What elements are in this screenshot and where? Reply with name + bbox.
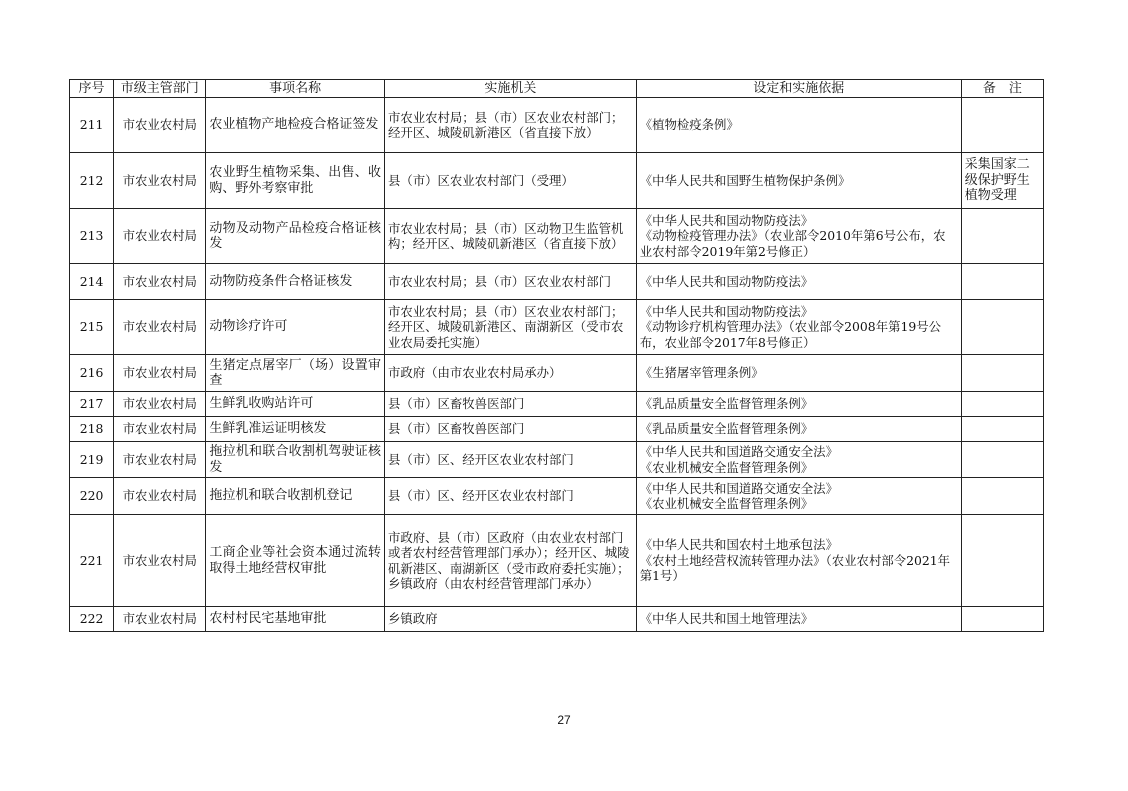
header-department: 市级主管部门 [114,80,206,98]
cell-item-name: 拖拉机和联合收割机驾驶证核发 [206,442,385,478]
table-row [70,417,1044,442]
cell-legal-basis: 《中华人民共和国动物防疫法》 《动物诊疗机构管理办法》（农业部令2008年第19号公布，农业部令2017年8号修正） [636,300,961,355]
cell-department: 市农业农村局 [114,264,206,300]
cell-implementing-authority: 县（市）区畜牧兽医部门 [384,417,636,442]
cell-item-name: 农业植物产地检疫合格证签发 [206,98,385,153]
cell-implementing-authority: 市农业农村局；县（市）区动物卫生监管机构；经开区、城陵矶新港区（省直接下放） [384,209,636,264]
cell-legal-basis: 《中华人民共和国动物防疫法》 [636,264,961,300]
cell-remarks [961,392,1043,417]
cell-serial: 211 [70,98,114,153]
cell-remarks [961,300,1043,355]
cell-department: 市农业农村局 [114,300,206,355]
cell-legal-basis: 《乳品质量安全监督管理条例》 [636,392,961,417]
table-row [70,153,1044,209]
cell-serial: 220 [70,478,114,515]
cell-legal-basis: 《生猪屠宰管理条例》 [636,355,961,392]
cell-serial: 214 [70,264,114,300]
cell-implementing-authority: 县（市）区畜牧兽医部门 [384,392,636,417]
cell-implementing-authority: 市政府、县（市）区政府（由农业农村部门或者农村经营管理部门承办）；经开区、城陵矶新港区、南湖新区（受市政府委托实施）；乡镇政府（由农村经营管理部门承办） [384,515,636,607]
cell-department: 市农业农村局 [114,515,206,607]
table-row [70,355,1044,392]
cell-serial: 221 [70,515,114,607]
cell-implementing-authority: 县（市）区、经开区农业农村部门 [384,478,636,515]
cell-legal-basis: 《乳品质量安全监督管理条例》 [636,417,961,442]
table-row [70,478,1044,515]
cell-legal-basis: 《中华人民共和国野生植物保护条例》 [636,153,961,209]
cell-remarks [961,355,1043,392]
cell-remarks [961,515,1043,607]
cell-department: 市农业农村局 [114,392,206,417]
cell-serial: 212 [70,153,114,209]
cell-item-name: 工商企业等社会资本通过流转取得土地经营权审批 [206,515,385,607]
cell-remarks [961,209,1043,264]
cell-remarks: 采集国家二级保护野生植物受理 [961,153,1043,209]
cell-item-name: 农业野生植物采集、出售、收购、野外考察审批 [206,153,385,209]
table-row [70,98,1044,153]
cell-legal-basis: 《中华人民共和国动物防疫法》 《动物检疫管理办法》（农业部令2010年第6号公布，农业农村部令2019年第2号修正） [636,209,961,264]
cell-department: 市农业农村局 [114,607,206,632]
cell-department: 市农业农村局 [114,478,206,515]
table-header-row [70,80,1044,98]
table-row [70,607,1044,632]
cell-item-name: 动物防疫条件合格证核发 [206,264,385,300]
cell-item-name: 生鲜乳准运证明核发 [206,417,385,442]
cell-legal-basis: 《中华人民共和国农村土地承包法》 《农村土地经营权流转管理办法》（农业农村部令2021年第1号） [636,515,961,607]
cell-implementing-authority: 市农业农村局；县（市）区农业农村部门 [384,264,636,300]
header-serial: 序号 [70,80,114,98]
table-row [70,209,1044,264]
cell-implementing-authority: 乡镇政府 [384,607,636,632]
table-row [70,515,1044,607]
cell-item-name: 动物及动物产品检疫合格证核发 [206,209,385,264]
cell-legal-basis: 《中华人民共和国道路交通安全法》 《农业机械安全监督管理条例》 [636,442,961,478]
cell-department: 市农业农村局 [114,153,206,209]
cell-serial: 216 [70,355,114,392]
cell-remarks [961,98,1043,153]
table-row [70,300,1044,355]
table-row [70,442,1044,478]
header-legal-basis: 设定和实施依据 [636,80,961,98]
header-remarks: 备 注 [961,80,1043,98]
cell-department: 市农业农村局 [114,355,206,392]
cell-implementing-authority: 市政府（由市农业农村局承办） [384,355,636,392]
table-row [70,264,1044,300]
cell-serial: 222 [70,607,114,632]
cell-serial: 217 [70,392,114,417]
cell-serial: 213 [70,209,114,264]
header-implementing-authority: 实施机关 [384,80,636,98]
approval-items-table [69,79,1044,632]
cell-legal-basis: 《中华人民共和国土地管理法》 [636,607,961,632]
table-row [70,392,1044,417]
cell-remarks [961,417,1043,442]
cell-item-name: 生鲜乳收购站许可 [206,392,385,417]
cell-implementing-authority: 县（市）区、经开区农业农村部门 [384,442,636,478]
cell-legal-basis: 《植物检疫条例》 [636,98,961,153]
cell-implementing-authority: 县（市）区农业农村部门（受理） [384,153,636,209]
cell-remarks [961,264,1043,300]
cell-remarks [961,607,1043,632]
cell-legal-basis: 《中华人民共和国道路交通安全法》 《农业机械安全监督管理条例》 [636,478,961,515]
cell-department: 市农业农村局 [114,209,206,264]
cell-item-name: 动物诊疗许可 [206,300,385,355]
cell-remarks [961,442,1043,478]
header-item-name: 事项名称 [206,80,385,98]
cell-implementing-authority: 市农业农村局；县（市）区农业农村部门；经开区、城陵矶新港区、南湖新区（受市农业农局委托实施） [384,300,636,355]
cell-item-name: 农村村民宅基地审批 [206,607,385,632]
cell-serial: 218 [70,417,114,442]
cell-department: 市农业农村局 [114,442,206,478]
cell-implementing-authority: 市农业农村局；县（市）区农业农村部门；经开区、城陵矶新港区（省直接下放） [384,98,636,153]
cell-item-name: 拖拉机和联合收割机登记 [206,478,385,515]
cell-department: 市农业农村局 [114,98,206,153]
cell-serial: 215 [70,300,114,355]
cell-serial: 219 [70,442,114,478]
cell-remarks [961,478,1043,515]
cell-item-name: 生猪定点屠宰厂（场）设置审查 [206,355,385,392]
cell-department: 市农业农村局 [114,417,206,442]
page-number: 27 [557,713,571,727]
